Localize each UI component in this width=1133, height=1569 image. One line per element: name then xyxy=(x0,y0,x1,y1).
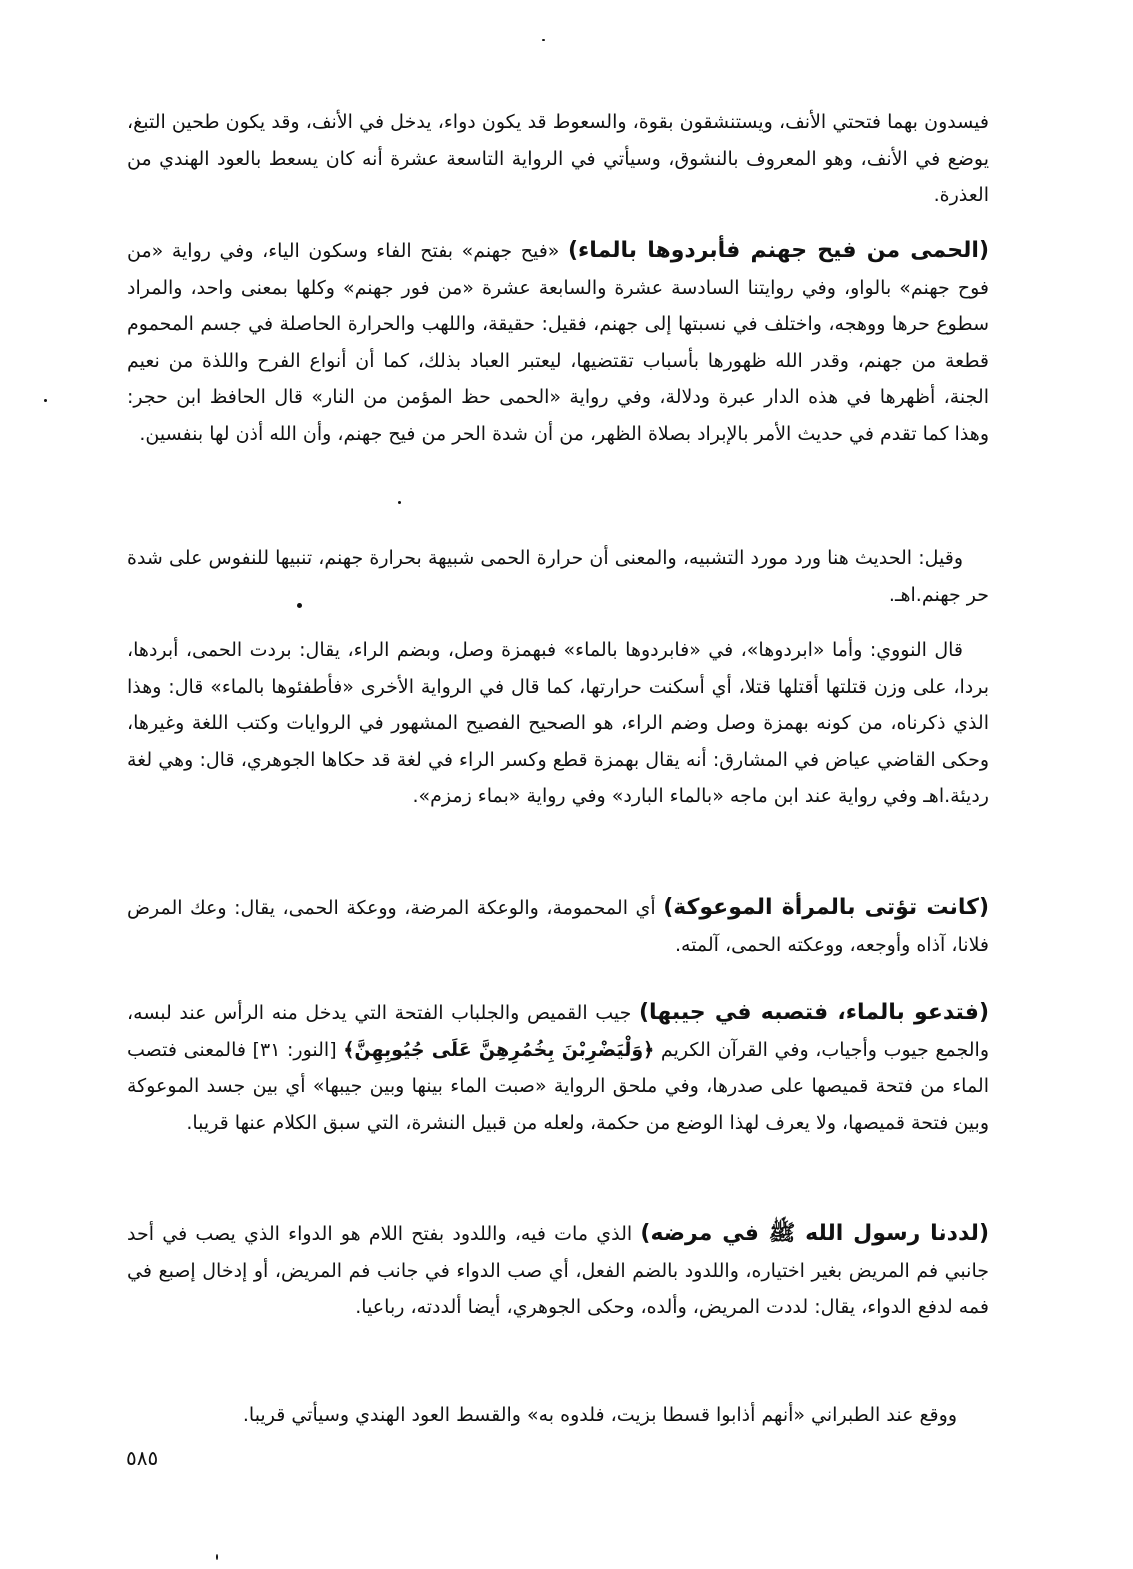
hadith-heading: (لددنا رسول الله ﷺ في مرضه) xyxy=(640,1221,989,1246)
page-number: ٥٨٥ xyxy=(126,1446,159,1470)
paragraph-text: قال النووي: وأما «ابردوها»، في «فابردوها بالماء» فبهمزة وصل، وبضم الراء، يقال: بردت الحمى، أبردها، بردا، على وزن قتلتها أقتلها قتلا، أي أسكنت حرارتها، كما قال في الرواية الأخرى «فأطفئوها بالماء» قال: وهذا الذي ذكرناه، من كونه بهمزة وصل وضم الراء، هو الصحيح الفصيح المشهور في الروايات وكتب اللغة وغيرها، وحكى القاضي عياض في المشارق: أنه يقال بهمزة قطع وكسر الراء في لغة قد حكاها الجوهري، قال: وهي لغة رديئة.اهـ وفي رواية عند ابن ماجه «بالماء البارد» وفي رواية «بماء زمزم». xyxy=(127,639,989,807)
paragraph-nawawi-commentary xyxy=(127,632,989,815)
quran-verse: ﴿وَلْيَضْرِبْنَ بِخُمُرِهِنَّ عَلَى جُيُوبِهِنَّ﴾ xyxy=(343,1038,655,1061)
hadith-heading: (فتدعو بالماء، فتصبه في جيبها) xyxy=(639,1000,989,1025)
scan-speck-top xyxy=(542,39,545,41)
paragraph-tabarani xyxy=(127,1397,989,1434)
paragraph-fever-from-hell xyxy=(127,233,989,452)
scan-speck-left-margin xyxy=(44,399,47,402)
scan-speck-mid-2 xyxy=(297,603,302,608)
paragraph-text: ووقع عند الطبراني «أنهم أذابوا قسطا بزيت، فلدوه به» والقسط العود الهندي وسيأتي قريبا. xyxy=(242,1404,957,1426)
scan-speck-mid xyxy=(398,501,401,504)
paragraph-sneezing-remedy xyxy=(127,104,989,214)
paragraph-simile-explanation xyxy=(127,540,989,613)
hadith-heading: (الحمى من فيح جهنم فأبردوها بالماء) xyxy=(567,238,990,263)
scan-speck-bottom xyxy=(216,1554,218,1560)
paragraph-text: [النور: ٣١] فالمعنى فتصب الماء من فتحة قميصها على صدرها، وفي ملحق الرواية «صبت الماء بينها وبين جيبها» أي بين جسد الموعوكة وبين فتحة قميصها، ولا يعرف لهذا الوضع من حكمة، ولعله من قبيل النشرة، التي سبق الكلام عنها قريبا. xyxy=(127,1038,989,1134)
paragraph-text: أي المحمومة، والوعكة المرضة، ووعكة الحمى، يقال: وعك المرض فلانا، آذاه وأوجعه، ووعكته الحمى، آلمته. xyxy=(127,897,989,956)
paragraph-text: فيسدون بهما فتحتي الأنف، ويستنشقون بقوة، والسعوط قد يكون دواء، يدخل في الأنف، وقد يكون طحين التبغ، يوضع في الأنف، وهو المعروف بالنشوق، وسيأتي في الرواية التاسعة عشرة أنه كان يسعط بالعود الهندي من العذرة. xyxy=(127,111,989,206)
hadith-heading: (كانت تؤتى بالمرأة الموعوكة) xyxy=(663,895,989,920)
paragraph-text: جيب القميص والجلباب الفتحة التي يدخل منه الرأس عند لبسه، والجمع جيوب وأجياب، وفي القرآن الكريم xyxy=(127,1002,989,1061)
paragraph-feverish-woman xyxy=(127,890,989,963)
paragraph-text: الذي مات فيه، واللدود بفتح اللام هو الدواء الذي يصب في أحد جانبي فم المريض بغير اختياره، واللدود بالضم الفعل، أي صب الدواء في جانب فم المريض، أو إدخال إصبع في فمه لدفع الدواء، يقال: لددت المريض، وألده، وحكى الجوهري، أيضا ألددته، رباعيا. xyxy=(127,1223,989,1318)
paragraph-text: وقيل: الحديث هنا ورد مورد التشبيه، والمعنى أن حرارة الحمى شبيهة بحرارة جهنم، تنبيها للنفوس على شدة حر جهنم.اهـ. xyxy=(127,547,989,606)
paragraph-pouring-water xyxy=(127,995,989,1141)
paragraph-ladood xyxy=(127,1216,989,1326)
paragraph-text: «فيح جهنم» بفتح الفاء وسكون الياء، وفي رواية «من فوح جهنم» بالواو، وفي روايتنا السادسة عشرة والسابعة عشرة «من فور جهنم» وكلها بمعنى واحد، والمراد سطوع حرها ووهجه، واختلف في نسبتها إلى جهنم، فقيل: حقيقة، واللهب والحرارة الحاصلة في جسم المحموم قطعة من جهنم، وقدر الله ظهورها بأسباب تقتضيها، ليعتبر العباد بذلك، كما أن أنواع الفرح واللذة من نعيم الجنة، أظهرها في هذه الدار عبرة ودلالة، وفي رواية «الحمى حظ المؤمن من النار» قال الحافظ ابن حجر: وهذا كما تقدم في حديث الأمر بالإبراد بصلاة الظهر، من أن شدة الحر من فيح جهنم، وأن الله أذن لها بنفسين. xyxy=(127,240,989,445)
